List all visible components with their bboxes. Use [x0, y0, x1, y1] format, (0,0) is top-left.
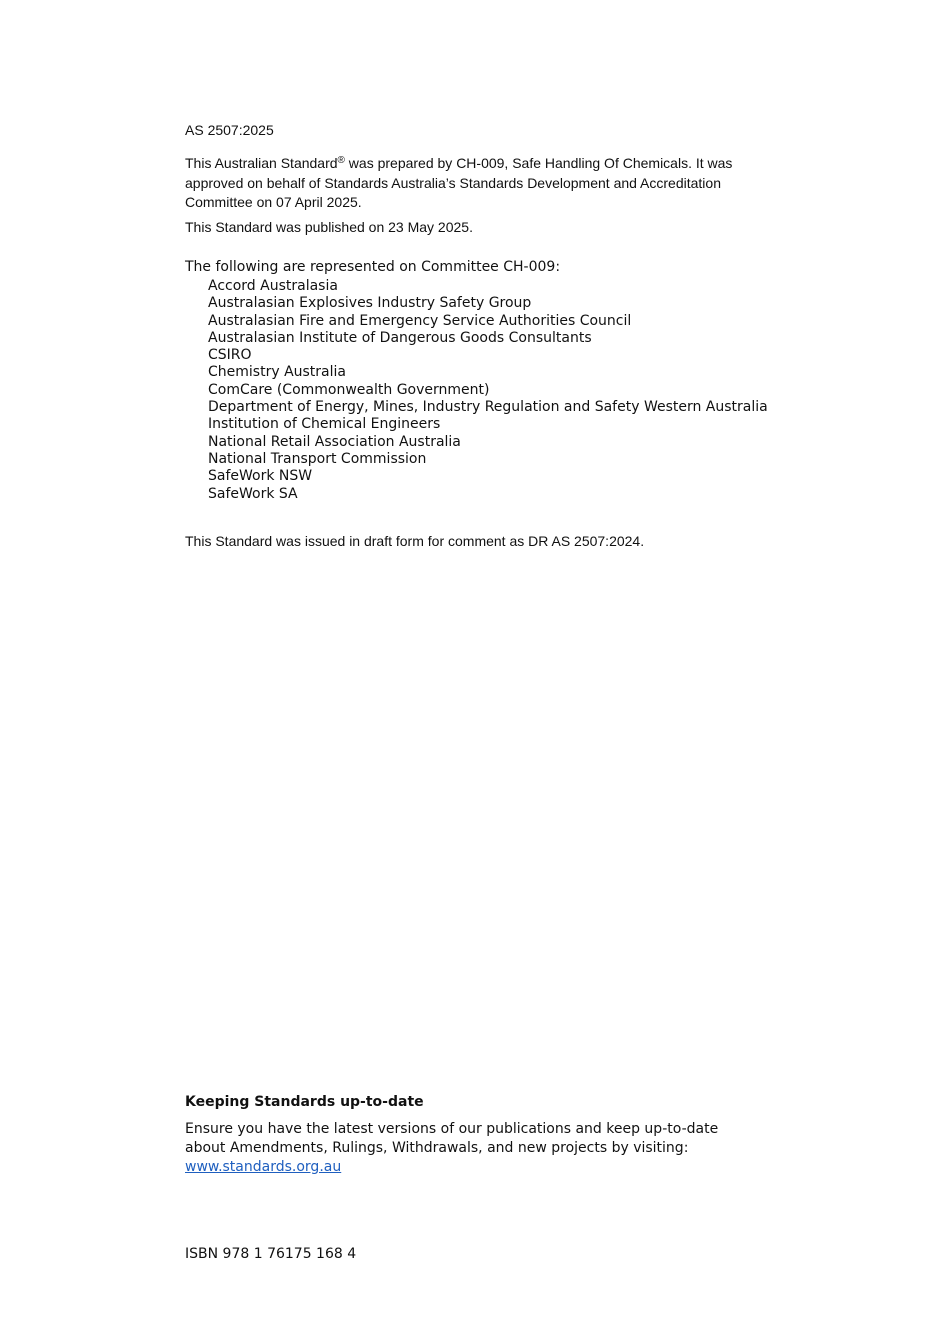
- preparation-text-start: This Australian Standard: [185, 155, 338, 171]
- committee-member: Australasian Institute of Dangerous Goods Consultants: [208, 329, 592, 346]
- committee-member: National Transport Commission: [208, 450, 427, 467]
- keeping-up-to-date-text: [185, 1120, 760, 1177]
- publication-date-statement: This Standard was published on 23 May 2025.: [185, 219, 473, 235]
- committee-member: CSIRO: [208, 347, 252, 364]
- keeping-up-to-date-body: Ensure you have the latest versions of our publications and keep up-to-date about Amendments, Rulings, Withdrawals, and new projects by visiting:: [185, 1121, 719, 1156]
- committee-member: National Retail Association Australia: [208, 433, 461, 450]
- committee-member-list: [208, 278, 768, 503]
- committee-member: SafeWork SA: [208, 485, 298, 502]
- isbn-number: ISBN 978 1 76175 168 4: [185, 1246, 357, 1262]
- standard-designation: AS 2507:2025: [185, 122, 274, 138]
- committee-member: Accord Australasia: [208, 278, 338, 294]
- committee-member: ComCare (Commonwealth Government): [208, 381, 490, 398]
- committee-heading: The following are represented on Committee CH-009:: [185, 259, 561, 275]
- preparation-statement: [185, 154, 760, 213]
- keeping-up-to-date-heading: Keeping Standards up-to-date: [185, 1094, 424, 1110]
- committee-member: Department of Energy, Mines, Industry Regulation and Safety Western Australia: [208, 399, 768, 416]
- committee-member: SafeWork NSW: [208, 468, 313, 485]
- committee-member: Australasian Fire and Emergency Service Authorities Council: [208, 312, 632, 329]
- standards-website-link[interactable]: www.standards.org.au: [185, 1159, 342, 1175]
- committee-member: Chemistry Australia: [208, 364, 346, 381]
- preparation-text-end: was prepared by CH-009, Safe Handling Of Chemicals. It was approved on behalf of Standards Australia’s Standards Development and Accreditation Committee on 07 April 2025.: [185, 155, 733, 210]
- registered-mark: ®: [337, 155, 345, 166]
- committee-member: Australasian Explosives Industry Safety Group: [208, 295, 532, 312]
- committee-member: Institution of Chemical Engineers: [208, 416, 441, 433]
- draft-note: This Standard was issued in draft form for comment as DR AS 2507:2024.: [185, 533, 645, 549]
